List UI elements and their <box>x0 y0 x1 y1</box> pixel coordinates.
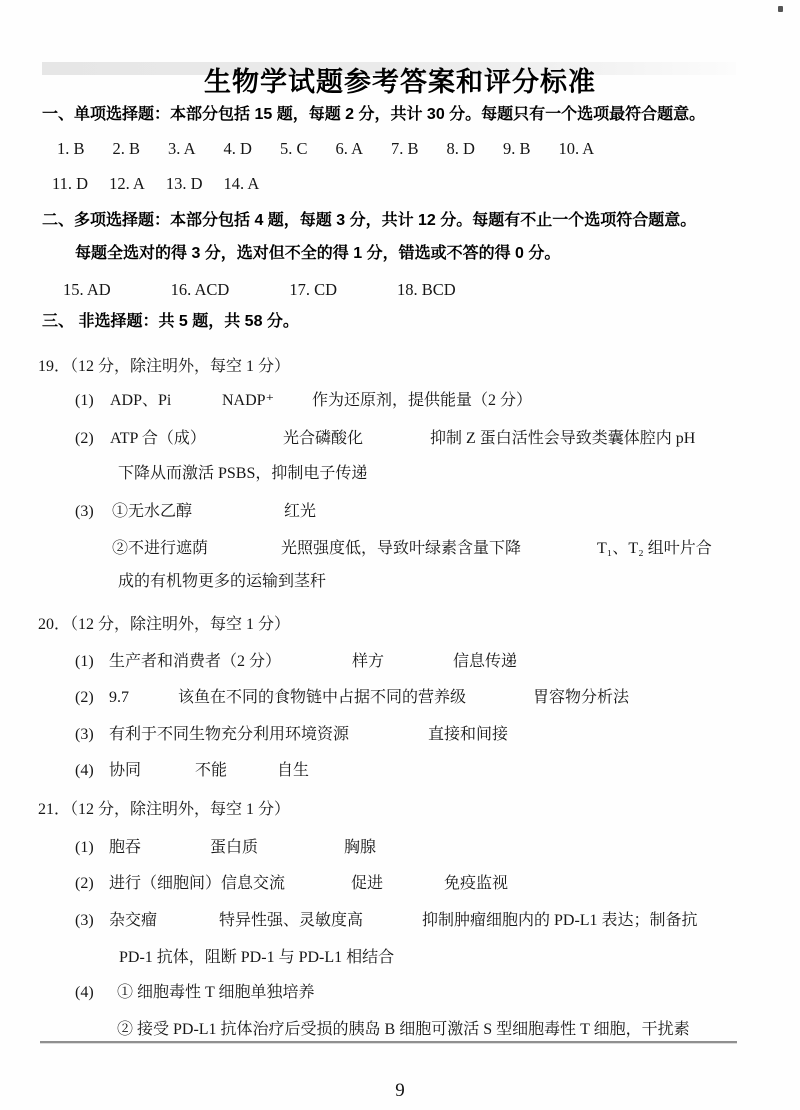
answer-blank: 信息传递 <box>453 653 518 670</box>
q21-part3 <box>0 910 800 934</box>
q19-part3-line2 <box>0 538 800 562</box>
section-2-heading-text: 二、多项选择题：本部分包括 4 题，每题 3 分，共计 12 分。每题有不止一个选项符合题意。 <box>42 212 697 229</box>
answer-blank: 下降从而激活 PSBS，抑制电子传递 <box>118 465 368 482</box>
answer-blank: 成的有机物更多的运输到茎秆 <box>118 573 327 590</box>
page-number: 9 <box>395 1080 405 1101</box>
part-number: (1) <box>75 653 94 670</box>
answer-item: 2. B <box>112 139 141 158</box>
answer-blank: 直接和间接 <box>428 726 509 743</box>
answer-blank: T₁、T₂ 组叶片合 <box>597 540 712 557</box>
q19-part2 <box>0 428 800 452</box>
q20-part1 <box>0 651 800 675</box>
q19-part3-line1 <box>0 501 800 525</box>
answer-item: 10. A <box>558 139 595 158</box>
answer-blank: 胃容物分析法 <box>533 689 630 706</box>
answer-blank: ① 细胞毒性 T 细胞单独培养 <box>117 984 315 1001</box>
q19-heading-text: 19．（12 分，除注明外，每空 1 分） <box>38 358 291 375</box>
answer-blank: 样方 <box>352 653 385 670</box>
footer-divider <box>40 1041 737 1044</box>
answer-item: 6. A <box>335 139 363 158</box>
answer-item: 17. CD <box>289 280 338 299</box>
answer-blank: 9.7 <box>109 689 129 706</box>
answer-blank: 自生 <box>277 762 310 779</box>
answer-blank: 协同 <box>109 762 142 779</box>
answer-blank: 抑制 Z 蛋白活性会导致类囊体腔内 pH <box>430 430 696 447</box>
part-number: (3) <box>75 503 94 520</box>
section-1-heading <box>0 104 800 128</box>
answer-item: 13. D <box>165 174 203 193</box>
answer-blank: 生产者和消费者（2 分） <box>109 653 282 670</box>
q20-heading-text: 20．（12 分，除注明外，每空 1 分） <box>38 616 291 633</box>
part-number: (4) <box>75 762 94 779</box>
answer-item: 14. A <box>223 174 260 193</box>
answer-item: 7. B <box>391 139 419 158</box>
answer-item: 12. A <box>109 174 145 193</box>
answer-blank: ②不进行遮荫 <box>112 540 209 557</box>
answer-blank: 胞吞 <box>109 839 142 856</box>
answer-blank: NADP⁺ <box>222 392 275 409</box>
answer-blank: 特异性强、灵敏度高 <box>219 912 364 929</box>
answer-item: 9. B <box>502 139 531 158</box>
q21-part2 <box>0 873 800 897</box>
mcq-answers-row-1 <box>57 138 594 162</box>
part-number: (1) <box>75 839 94 856</box>
part-number: (3) <box>75 912 94 929</box>
section-2-heading-line2-text: 每题全选对的得 3 分，选对但不全的得 1 分，错选或不答的得 0 分。 <box>75 245 561 262</box>
answer-blank: ② 接受 PD-L1 抗体治疗后受损的胰岛 B 细胞可激活 S 型细胞毒性 T 细胞，干扰素 <box>117 1021 690 1038</box>
answer-blank: 胸腺 <box>344 839 377 856</box>
answer-blank: ①无水乙醇 <box>112 503 193 520</box>
q19-part1 <box>0 390 800 414</box>
answer-item: 5. C <box>279 139 308 158</box>
multi-choice-answers-row <box>63 279 456 303</box>
answer-blank: ADP、Pi <box>110 392 172 409</box>
section-2-heading-line2 <box>0 243 800 267</box>
section-3-heading-text: 三、 非选择题：共 5 题，共 58 分。 <box>42 313 299 330</box>
scan-speck <box>778 6 783 12</box>
answer-blank: 红光 <box>284 503 317 520</box>
answer-blank: 有利于不同生物充分利用环境资源 <box>109 726 350 743</box>
answer-item: 15. AD <box>63 280 111 299</box>
q21-heading <box>0 799 800 823</box>
answer-blank: 蛋白质 <box>210 839 259 856</box>
q19-part3-continued <box>0 571 800 595</box>
answer-blank: 光合磷酸化 <box>283 430 364 447</box>
answer-blank: 不能 <box>195 762 228 779</box>
q19-part2-continued <box>0 463 800 487</box>
answer-item: 3. A <box>168 139 196 158</box>
answer-item: 1. B <box>57 139 85 158</box>
part-number: (2) <box>75 430 94 447</box>
answer-item: 16. ACD <box>170 280 230 299</box>
answer-item: 11. D <box>52 174 89 193</box>
section-2-heading <box>0 210 800 234</box>
answer-blank: 免疫监视 <box>444 875 509 892</box>
part-number: (1) <box>75 392 94 409</box>
part-number: (4) <box>75 984 94 1001</box>
q20-part2 <box>0 687 800 711</box>
answer-blank: ATP 合（成） <box>110 430 206 447</box>
answer-item: 8. D <box>446 139 475 158</box>
q19-heading <box>0 356 800 380</box>
q21-part3-continued <box>0 947 800 971</box>
part-number: (3) <box>75 726 94 743</box>
answer-blank: 光照强度低，导致叶绿素含量下降 <box>281 540 522 557</box>
answer-blank: 抑制肿瘤细胞内的 PD-L1 表达；制备抗 <box>422 912 698 929</box>
section-1-heading-text: 一、单项选择题：本部分包括 15 题，每题 2 分，共计 30 分。每题只有一个选项最符合题意。 <box>42 106 706 123</box>
q20-part3 <box>0 724 800 748</box>
q21-part1 <box>0 837 800 861</box>
answer-blank: 进行（细胞间）信息交流 <box>109 875 286 892</box>
q21-part4-line2 <box>0 1019 800 1043</box>
answer-item: 18. BCD <box>397 280 456 299</box>
answer-item: 4. D <box>223 139 252 158</box>
q21-part4-line1 <box>0 982 800 1006</box>
q20-part4 <box>0 760 800 784</box>
answer-blank: PD-1 抗体，阻断 PD-1 与 PD-L1 相结合 <box>119 949 395 966</box>
page-title: 生物学试题参考答案和评分标准 <box>204 67 596 97</box>
part-number: (2) <box>75 689 94 706</box>
answer-blank: 促进 <box>351 875 384 892</box>
q20-heading <box>0 614 800 638</box>
answer-blank: 作为还原剂，提供能量（2 分） <box>312 392 533 409</box>
answer-blank: 杂交瘤 <box>109 912 158 929</box>
answer-blank: 该鱼在不同的食物链中占据不同的营养级 <box>178 689 467 706</box>
q21-heading-text: 21．（12 分，除注明外，每空 1 分） <box>38 801 291 818</box>
part-number: (2) <box>75 875 94 892</box>
section-3-heading <box>0 311 800 335</box>
mcq-answers-row-2 <box>52 173 259 197</box>
